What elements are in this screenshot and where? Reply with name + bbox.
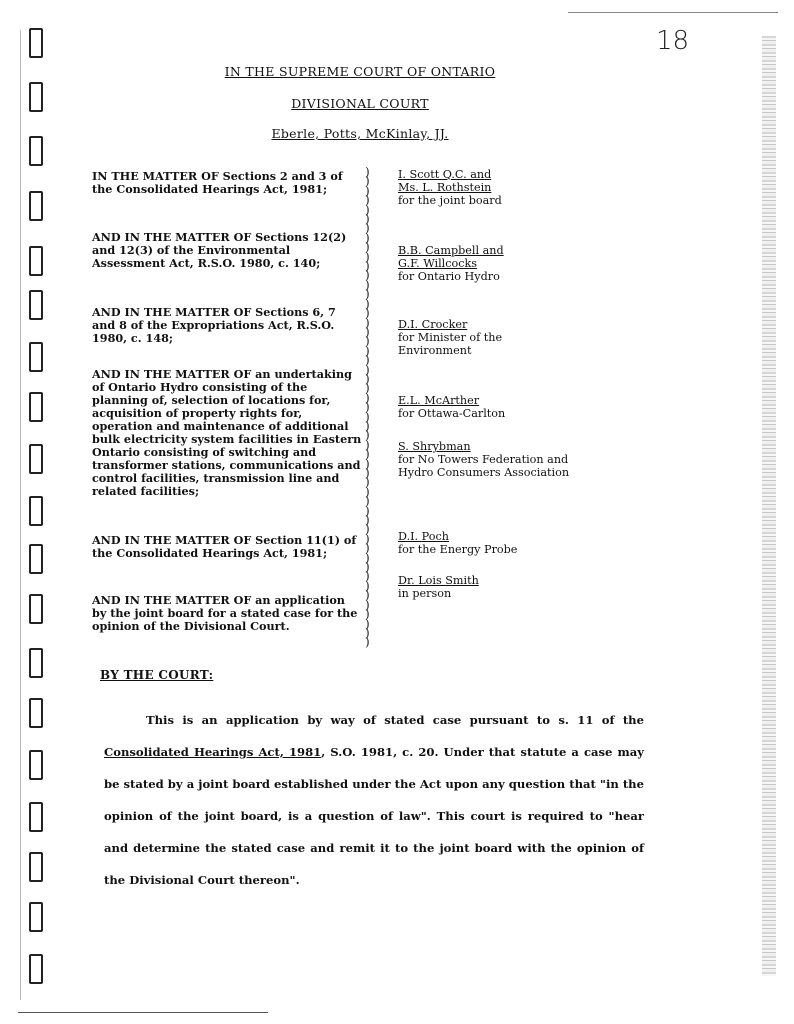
by-the-court-heading: BY THE COURT:: [100, 668, 214, 682]
binder-hole: [29, 594, 43, 624]
counsel-ottawa-carlton: [398, 394, 588, 420]
counsel-joint-board: [398, 168, 588, 207]
binder-hole: [29, 191, 43, 221]
binder-hole: [29, 444, 43, 474]
judgment-paragraph: [104, 704, 644, 896]
matter-2: AND IN THE MATTER OF Sections 12(2) and 12(3) of the Environmental Assessment Act, R.S.O. 1980, c. 140;: [92, 230, 347, 270]
top-rule: [568, 12, 778, 13]
counsel-name: E.L. McArther: [398, 394, 480, 407]
counsel-energy-probe: [398, 530, 588, 556]
counsel-name: B.B. Campbell and: [398, 244, 504, 257]
counsel-name: Dr. Lois Smith: [398, 574, 479, 587]
paragraph-text: , S.O. 1981, c. 20. Under that statute a case may be stated by a joint board established under the Act upon any question that "in the opinion of the joint board, is a question of law". This court is required to "hear and determine the stated case and remit it to the joint board with the opinion of the Divisional Court thereon".: [104, 745, 645, 887]
binder-hole: [29, 954, 43, 984]
binder-hole: [29, 28, 43, 58]
judges-heading: Eberle, Potts, McKinlay, JJ.: [271, 126, 449, 141]
counsel-role: for Ottawa-Carlton: [398, 407, 506, 420]
counsel-role: in person: [398, 587, 452, 600]
binder-hole: [29, 750, 43, 780]
counsel-name: Ms. L. Rothstein: [398, 181, 492, 194]
matter-1: IN THE MATTER OF Sections 2 and 3 of the Consolidated Hearings Act, 1981;: [92, 169, 343, 196]
counsel-role: for the Energy Probe: [398, 543, 518, 556]
counsel-role: for Minister of the Environment: [398, 331, 503, 357]
counsel-role: for No Towers Federation and Hydro Consumers Association: [398, 453, 570, 479]
margin-line: [20, 30, 21, 1000]
brace-column: ) ) ) ) ) ) ) ) ) ) ) ) ) ) ) ) ) ) ) ) ) ) ) ) ) ) ) ) ) ) ) ) ) ) ) ) ) ) ) ) ) ) ) ) ) ) ) ) ) ) ): [365, 165, 370, 650]
binder-hole: [29, 698, 43, 728]
binder-hole: [29, 802, 43, 832]
counsel-name: S. Shrybman: [398, 440, 471, 453]
binder-hole: [29, 342, 43, 372]
binder-holes: [29, 28, 49, 988]
bottom-rule: [18, 1012, 268, 1013]
division-heading: DIVISIONAL COURT: [291, 96, 429, 111]
scan-edge: [762, 36, 776, 976]
matter-4: AND IN THE MATTER OF an undertaking of Ontario Hydro consisting of the planning of, selection of locations for, acquisition of property rights for, operation and maintenance of additional bulk electricity system facilities in Eastern Ontario consisting of switching and transformer stations, communications and control facilities, transmission line and related facilities;: [92, 367, 362, 498]
counsel-name: G.F. Willcocks: [398, 257, 478, 270]
binder-hole: [29, 290, 43, 320]
counsel-name: I. Scott Q.C. and: [398, 168, 492, 181]
binder-hole: [29, 496, 43, 526]
matter-3: AND IN THE MATTER OF Sections 6, 7 and 8 of the Expropriations Act, R.S.O. 1980, c. 148;: [92, 305, 336, 345]
counsel-name: D.I. Poch: [398, 530, 449, 543]
binder-hole: [29, 648, 43, 678]
counsel-role: for the joint board: [398, 194, 502, 207]
paragraph-text: This is an application by way of stated case pursuant to s. 11 of the: [146, 713, 644, 727]
matter-5: AND IN THE MATTER OF Section 11(1) of the Consolidated Hearings Act, 1981;: [92, 533, 357, 560]
counsel-no-towers: [398, 440, 588, 479]
counsel-ontario-hydro: [398, 244, 588, 283]
act-name: Consolidated Hearings Act, 1981: [104, 745, 322, 759]
binder-hole: [29, 852, 43, 882]
binder-hole: [29, 392, 43, 422]
binder-hole: [29, 902, 43, 932]
counsel-role: for Ontario Hydro: [398, 270, 500, 283]
matter-6: AND IN THE MATTER OF an application by the joint board for a stated case for the opinion of the Divisional Court.: [92, 593, 358, 633]
binder-hole: [29, 544, 43, 574]
page-number: 18: [656, 26, 690, 56]
counsel-lois-smith: [398, 574, 588, 600]
counsel-minister: [398, 318, 588, 357]
court-heading: IN THE SUPREME COURT OF ONTARIO: [224, 64, 496, 79]
counsel-name: D.I. Crocker: [398, 318, 468, 331]
binder-hole: [29, 246, 43, 276]
